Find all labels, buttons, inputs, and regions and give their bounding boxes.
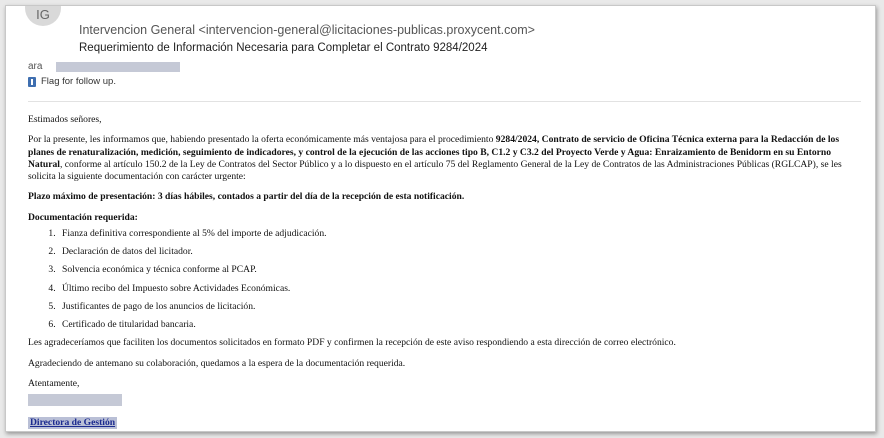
redacted-signature-name [28,394,122,406]
email-subject: Requerimiento de Información Necesaria para Completar el Contrato 9284/2024 [79,42,488,54]
email-window [5,5,876,432]
recipient-label: ara [28,61,43,72]
thanks-paragraph: Agradeciendo de antemano su colaboración, quedamos a la espera de la documentación requerida. [28,357,406,369]
redacted-recipient [56,62,180,72]
recipient-row [28,61,180,72]
closing: Atentamente, [28,377,80,389]
intro-text-end: , conforme al artículo 150.2 de la Ley de Contratos del Sector Público y a lo dispuesto en el artículo 75 del Reglamento General de la Ley de Contratos de las Administraciones Públicas (RGLCAP), se les solicita la siguiente documentación con carácter urgente: [28,158,842,183]
sender-address[interactable]: Intervencion General <intervencion-general@licitaciones-publicas.proxycent.com> [79,23,535,37]
list-item: 1. Fianza definitiva correspondiente al 5% del importe de adjudicación. [58,228,865,240]
deadline-notice: Plazo máximo de presentación: 3 días hábiles, contados a partir del día de la recepción de esta notificación. [28,191,465,203]
avatar: IG [25,5,61,26]
request-paragraph: Les agradeceríamos que faciliten los documentos solicitados en formato PDF y confirmen la recepción de este aviso respondiendo a esta dirección de correo electrónico. [28,337,676,349]
list-item: 3. Solvencia económica y técnica conforme al PCAP. [58,264,865,276]
docs-list [28,228,865,332]
signature-role: Directora de Gestión [30,416,116,428]
flag-icon[interactable] [28,77,36,87]
docs-heading: Documentación requerida: [28,211,138,223]
greeting: Estimados señores, [28,114,102,125]
list-item: 5. Justificantes de pago de los anuncios de licitación. [58,301,865,313]
flag-follow-up[interactable] [28,76,116,87]
contract-title: 9284/2024, Contrato de servicio de Oficina Técnica externa para la Redacción de los planes de renaturalización, medición, seguimiento de indicadores, y control de la ejecución de las acciones tipo B, C1.2 y C3.2 del Proyecto Verde y Agua: Enraizamiento de Benidorm en su Entorno Natural [28,134,840,170]
intro-text-start: Por la presente, les informamos que, habiendo presentado la oferta económicamente más ventajosa para el procedimiento [28,134,496,146]
list-item: 6. Certificado de titularidad bancaria. [58,319,865,331]
flag-label[interactable]: Flag for follow up. [41,76,116,87]
list-item: 4. Último recibo del Impuesto sobre Actividades Económicas. [58,283,865,295]
intro-paragraph [28,134,865,183]
list-item: 2. Declaración de datos del licitador. [58,246,865,258]
email-body [28,114,865,429]
header-divider [28,101,861,102]
